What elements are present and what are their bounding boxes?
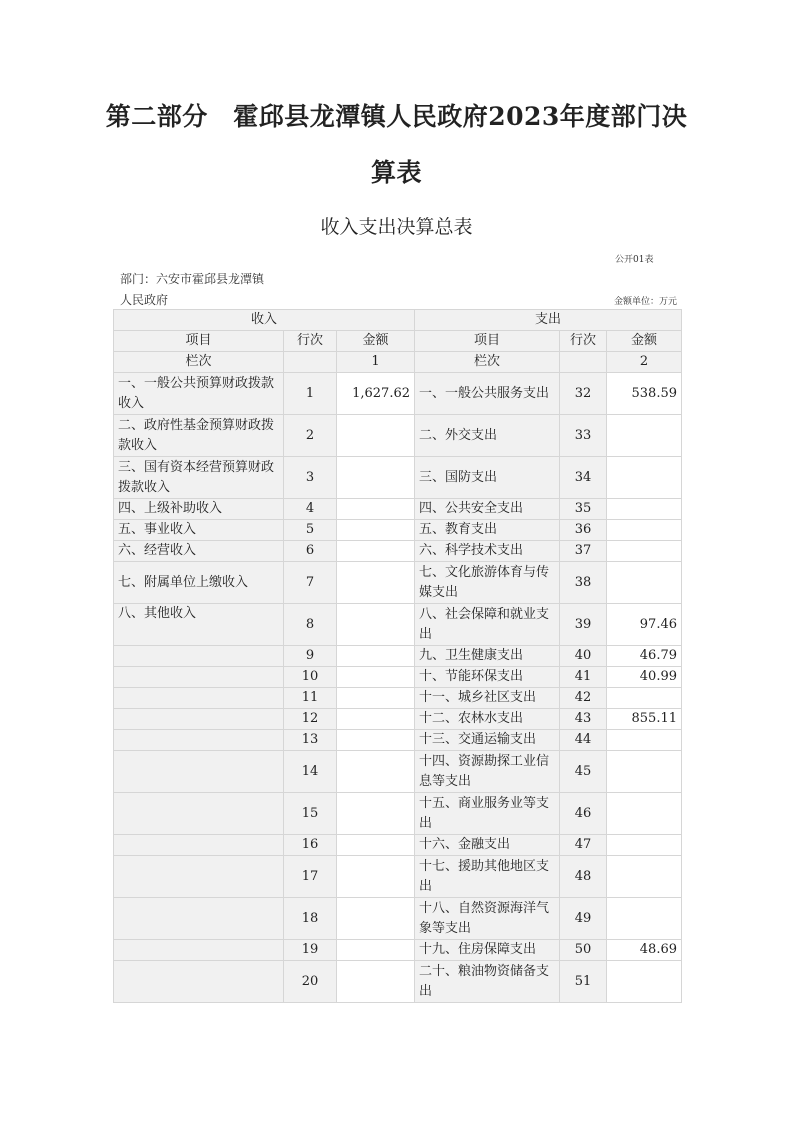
expense-amount [607,457,682,499]
expense-amount: 40.99 [607,667,682,688]
expense-row-number: 49 [560,898,607,940]
expense-amount [607,856,682,898]
expense-amount [607,541,682,562]
income-amount [337,646,415,667]
table-row [114,562,682,604]
unit-label: 金额单位：万元 [614,297,678,307]
income-row-number: 19 [284,940,337,961]
table-row [114,688,682,709]
table-row [114,730,682,751]
income-row-number: 18 [284,898,337,940]
income-item [114,793,284,835]
income-amount [337,709,415,730]
expense-row-number: 39 [560,604,607,646]
department-label-line1: 部门：六安市霍邱县龙潭镇 [120,272,265,286]
income-item: 四、上级补助收入 [114,499,284,520]
expense-amount-header: 金额 [607,331,682,352]
table-row [114,898,682,940]
income-amount [337,751,415,793]
income-row-number: 12 [284,709,337,730]
expense-amount [607,898,682,940]
income-amount [337,562,415,604]
expense-row-number: 48 [560,856,607,898]
income-amount [337,730,415,751]
income-item: 一、一般公共预算财政拨款收入 [114,373,284,415]
table-row [114,667,682,688]
expense-item: 七、文化旅游体育与传媒支出 [415,562,560,604]
table-row [114,835,682,856]
expense-amount: 97.46 [607,604,682,646]
expense-row-number: 47 [560,835,607,856]
income-amount [337,793,415,835]
expense-item: 十五、商业服务业等支出 [415,793,560,835]
income-amount [337,520,415,541]
expense-amount [607,793,682,835]
expense-row-number: 42 [560,688,607,709]
expense-amount [607,751,682,793]
income-lanci-empty [284,352,337,373]
expense-amount [607,562,682,604]
income-amount [337,415,415,457]
expense-row-number: 46 [560,793,607,835]
expense-amount [607,499,682,520]
income-row-number: 20 [284,961,337,1003]
expense-amount: 855.11 [607,709,682,730]
income-item: 八、其他收入 [114,604,284,646]
income-amount [337,898,415,940]
expense-row-number: 40 [560,646,607,667]
income-amount [337,457,415,499]
expense-item: 十七、援助其他地区支出 [415,856,560,898]
expense-row-number: 45 [560,751,607,793]
expense-lanci-empty [560,352,607,373]
income-amount [337,604,415,646]
table-row [114,541,682,562]
table-row [114,604,682,646]
expense-row-number: 43 [560,709,607,730]
expense-amount: 48.69 [607,940,682,961]
table-row [114,940,682,961]
expense-amount [607,835,682,856]
income-row-number: 11 [284,688,337,709]
table-row [114,751,682,793]
table-row [114,709,682,730]
expense-row-number: 41 [560,667,607,688]
income-row-number: 5 [284,520,337,541]
income-item-header: 项目 [114,331,284,352]
income-row-number: 2 [284,415,337,457]
income-row-number: 16 [284,835,337,856]
income-item [114,646,284,667]
expense-row-number: 36 [560,520,607,541]
table-row [114,856,682,898]
income-item [114,709,284,730]
table-row [114,793,682,835]
expense-column-number: 2 [607,352,682,373]
expense-item: 十一、城乡社区支出 [415,688,560,709]
expense-row-number: 50 [560,940,607,961]
expense-row-number: 51 [560,961,607,1003]
income-amount-header: 金额 [337,331,415,352]
expense-row-number: 32 [560,373,607,415]
table-row [114,373,682,415]
income-amount [337,688,415,709]
income-item: 七、附属单位上缴收入 [114,562,284,604]
expense-row-number: 44 [560,730,607,751]
income-amount [337,856,415,898]
expense-lanci-label: 栏次 [415,352,560,373]
income-item [114,730,284,751]
expense-item: 十六、金融支出 [415,835,560,856]
department-label-line2: 人民政府 [120,293,169,307]
expense-item: 八、社会保障和就业支出 [415,604,560,646]
income-amount [337,667,415,688]
expense-item: 一、一般公共服务支出 [415,373,560,415]
expense-header: 支出 [415,310,682,331]
income-item [114,667,284,688]
income-item [114,835,284,856]
income-row-number: 7 [284,562,337,604]
expense-amount: 46.79 [607,646,682,667]
expense-item: 十、节能环保支出 [415,667,560,688]
table-row [114,520,682,541]
expense-item: 十三、交通运输支出 [415,730,560,751]
income-header: 收入 [114,310,415,331]
expense-amount: 538.59 [607,373,682,415]
income-row-number: 14 [284,751,337,793]
income-item [114,898,284,940]
expense-row-number: 33 [560,415,607,457]
expense-amount [607,961,682,1003]
income-amount: 1,627.62 [337,373,415,415]
income-item [114,856,284,898]
expense-item: 四、公共安全支出 [415,499,560,520]
expense-item: 十九、住房保障支出 [415,940,560,961]
income-amount [337,835,415,856]
income-amount [337,961,415,1003]
expense-item: 二、外交支出 [415,415,560,457]
expense-amount [607,688,682,709]
income-row-header: 行次 [284,331,337,352]
expense-item: 三、国防支出 [415,457,560,499]
document-title-line2: 算表 [370,158,422,187]
expense-item: 十二、农林水支出 [415,709,560,730]
form-number: 公开01表 [615,255,654,265]
expense-item: 十八、自然资源海洋气象等支出 [415,898,560,940]
income-lanci-label: 栏次 [114,352,284,373]
expense-item: 十四、资源勘探工业信息等支出 [415,751,560,793]
income-item: 三、国有资本经营预算财政拨款收入 [114,457,284,499]
table-row [114,646,682,667]
table-row [114,499,682,520]
expense-row-number: 37 [560,541,607,562]
income-row-number: 6 [284,541,337,562]
income-row-number: 1 [284,373,337,415]
income-row-number: 4 [284,499,337,520]
expense-item-header: 项目 [415,331,560,352]
expense-row-header: 行次 [560,331,607,352]
expense-amount [607,520,682,541]
expense-row-number: 38 [560,562,607,604]
income-row-number: 8 [284,604,337,646]
income-amount [337,940,415,961]
income-item [114,940,284,961]
income-item: 六、经营收入 [114,541,284,562]
expense-item: 二十、粮油物资储备支出 [415,961,560,1003]
expense-item: 九、卫生健康支出 [415,646,560,667]
table-title: 收入支出决算总表 [320,216,473,238]
income-expense-table [113,309,682,1003]
income-item: 五、事业收入 [114,520,284,541]
income-row-number: 13 [284,730,337,751]
expense-row-number: 34 [560,457,607,499]
table-row [114,415,682,457]
income-amount [337,541,415,562]
expense-amount [607,730,682,751]
income-item: 二、政府性基金预算财政拨款收入 [114,415,284,457]
expense-item: 六、科学技术支出 [415,541,560,562]
expense-row-number: 35 [560,499,607,520]
income-column-number: 1 [337,352,415,373]
table-row [114,961,682,1003]
expense-amount [607,415,682,457]
income-row-number: 3 [284,457,337,499]
income-item [114,961,284,1003]
income-row-number: 17 [284,856,337,898]
income-row-number: 9 [284,646,337,667]
income-row-number: 15 [284,793,337,835]
income-item [114,751,284,793]
expense-item: 五、教育支出 [415,520,560,541]
table-row [114,457,682,499]
income-item [114,688,284,709]
income-row-number: 10 [284,667,337,688]
document-title-line1: 第二部分 霍邱县龙潭镇人民政府2023年度部门决 [105,102,688,131]
income-amount [337,499,415,520]
